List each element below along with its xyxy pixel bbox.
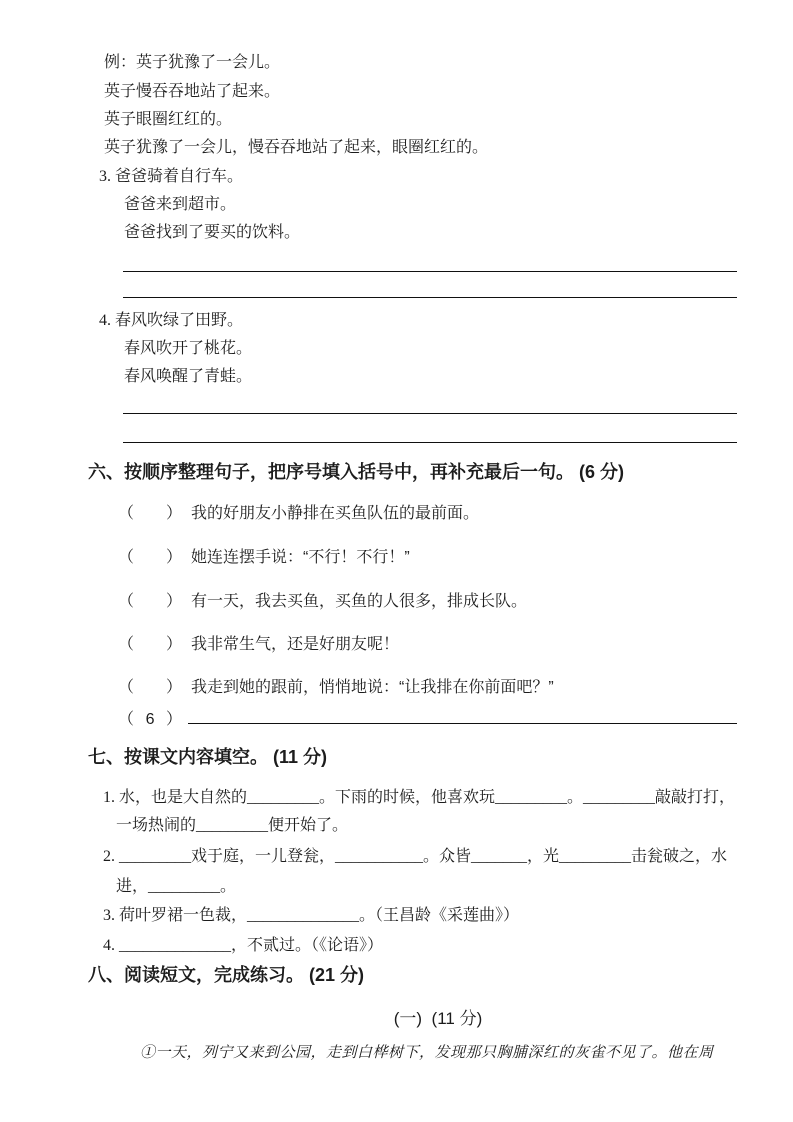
ordering-item: [118, 506, 479, 522]
section-eight-heading: 八、阅读短文，完成练习。 (21 分): [88, 965, 365, 985]
example-line: 英子慢吞吞地站了起来。: [104, 83, 281, 100]
section-six-heading: 六、按顺序整理句子，把序号填入括号中，再补充最后一句。 (6 分): [88, 462, 624, 482]
fill-blank-line: 3. 荷叶罗裙一色裁，______________。（王昌龄《采莲曲》）: [103, 907, 520, 924]
bracket-open-paren: （: [118, 549, 135, 566]
fill-blank-line: 4. ______________，不贰过。（《论语》）: [103, 937, 384, 954]
bracket-close-paren: ）: [166, 549, 183, 566]
bracket-open-paren: （: [118, 679, 135, 696]
answer-line: [123, 442, 737, 443]
bracket-open-paren: （: [118, 593, 135, 610]
sequence-number: 6: [145, 711, 155, 728]
example-line: 英子眼圈红红的。: [104, 111, 233, 128]
bracket-close-paren: ）: [166, 711, 183, 728]
fill-blank-line: 1. 水，也是大自然的_________。下雨的时候，他喜欢玩_________。_________敲敲打打，: [103, 789, 736, 806]
ordering-item-text: 我走到她的跟前，悄悄地说：“让我排在你前面吧？”: [191, 679, 554, 696]
ordering-item-text: 有一天，我去买鱼，买鱼的人很多，排成长队。: [191, 593, 528, 610]
ordering-item: [118, 594, 527, 610]
bracket-open-paren: （: [118, 505, 135, 522]
bracket-close-paren: ）: [166, 679, 183, 696]
question-number-line: 4. 春风吹绿了田野。: [99, 312, 244, 329]
fill-blank-line: 进，_________。: [116, 878, 237, 895]
question-number-line: 3. 爸爸骑着自行车。: [99, 168, 244, 185]
example-line: 例：英子犹豫了一会儿。: [104, 54, 281, 71]
section-seven-heading: 七、按课文内容填空。 (11 分): [88, 747, 328, 767]
part-label: (一) (11 分): [393, 1009, 483, 1028]
sentence-line: 爸爸找到了要买的饮料。: [124, 224, 301, 241]
answer-line: [123, 297, 737, 298]
fill-blank-line: 一场热闹的_________便开始了。: [116, 817, 349, 834]
ordering-item: [118, 680, 554, 696]
ordering-item-text: 我非常生气，还是好朋友呢！: [191, 636, 400, 653]
answer-line: [123, 271, 737, 272]
final-answer-line: [188, 708, 737, 724]
reading-paragraph: ①一天，列宁又来到公园，走到白桦树下，发现那只胸脯深红的灰雀不见了。他在周: [140, 1045, 714, 1061]
ordering-final-row: [118, 708, 737, 728]
ordering-item-text: 我的好朋友小静排在买鱼队伍的最前面。: [191, 505, 480, 522]
bracket-open-paren: （: [118, 711, 135, 728]
bracket-close-paren: ）: [166, 593, 183, 610]
example-line: 英子犹豫了一会儿，慢吞吞地站了起来，眼圈红红的。: [104, 139, 489, 156]
sentence-line: 爸爸来到超市。: [124, 196, 237, 213]
bracket-close-paren: ）: [166, 505, 183, 522]
ordering-item: [118, 637, 399, 653]
ordering-item: [118, 550, 410, 566]
answer-line: [123, 413, 737, 414]
fill-blank-line: 2. _________戏于庭，一儿登瓮，___________。众皆_______，光_________击瓮破之，水: [103, 848, 728, 865]
ordering-item-text: 她连连摆手说：“不行！不行！”: [191, 549, 410, 566]
bracket-open-paren: （: [118, 636, 135, 653]
sentence-line: 春风唤醒了青蛙。: [124, 368, 253, 385]
bracket-close-paren: ）: [166, 636, 183, 653]
sentence-line: 春风吹开了桃花。: [124, 340, 253, 357]
